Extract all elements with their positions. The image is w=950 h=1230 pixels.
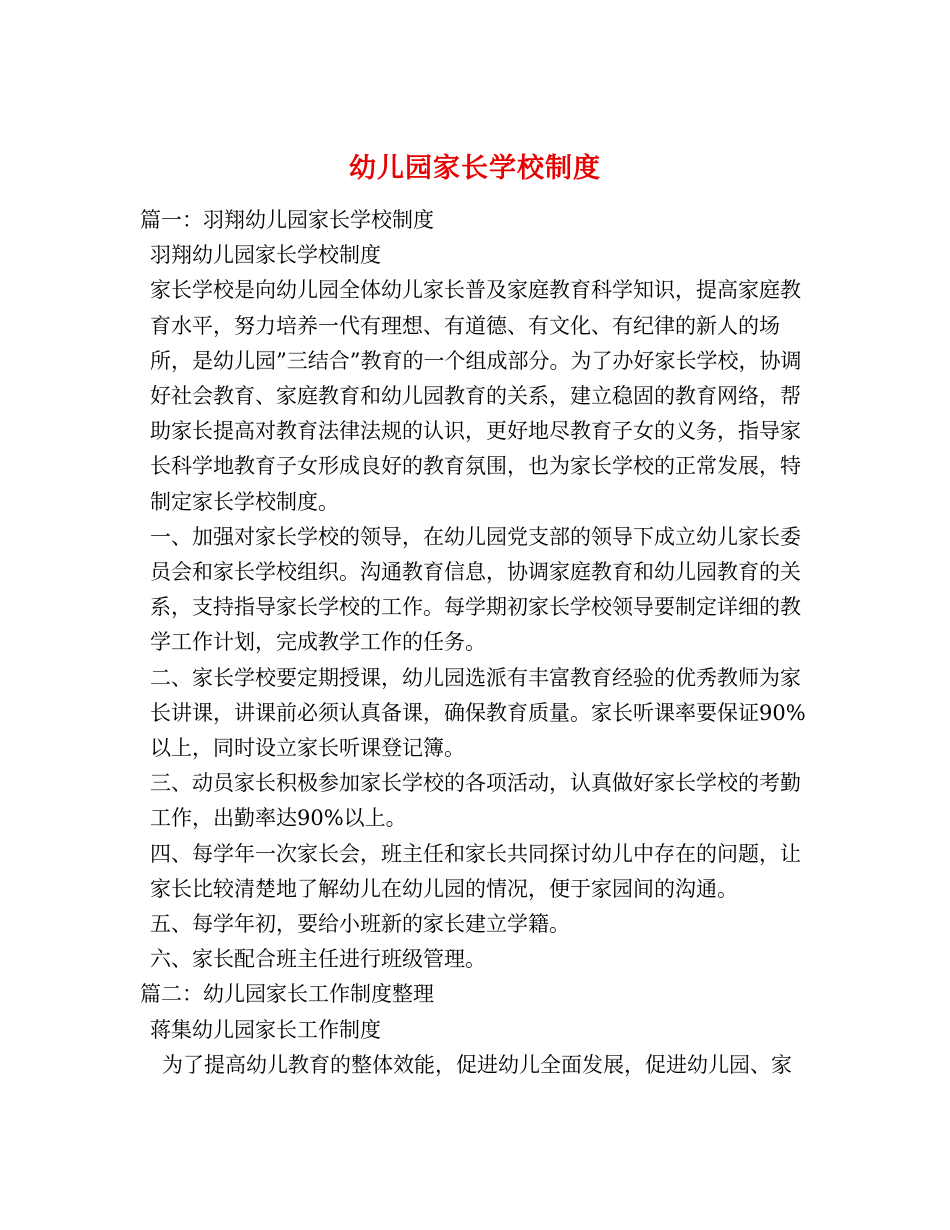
paragraph: 六、家长配合班主任进行班级管理。 bbox=[150, 947, 486, 972]
paragraph: 为了提高幼儿教育的整体效能，促进幼儿全面发展，促进幼儿园、家 bbox=[162, 1052, 792, 1077]
paragraph: 篇二：幼儿园家长工作制度整理 bbox=[140, 982, 434, 1007]
paragraph: 蒋集幼儿园家长工作制度 bbox=[150, 1017, 381, 1042]
paragraph: 二、家长学校要定期授课，幼儿园选派有丰富教育经验的优秀教师为家长讲课，讲课前必须认真备课，确保教育质量。家长听课率要保证90%以上，同时设立家长听课登记簿。 bbox=[150, 665, 806, 761]
document-body bbox=[140, 203, 820, 1083]
paragraph: 篇一：羽翔幼儿园家长学校制度 bbox=[140, 208, 434, 232]
paragraph: 羽翔幼儿园家长学校制度 bbox=[150, 243, 381, 268]
paragraph: 五、每学年初，要给小班新的家长建立学籍。 bbox=[150, 912, 570, 937]
paragraph: 一、加强对家长学校的领导，在幼儿园党支部的领导下成立幼儿家长委员会和家长学校组织。沟通教育信息，协调家庭教育和幼儿园教育的关系，支持指导家长学校的工作。每学期初家长学校领导要制定详细的教学工作计划，完成教学工作的任务。 bbox=[150, 524, 801, 655]
paragraph: 家长学校是向幼儿园全体幼儿家长普及家庭教育科学知识，提高家庭教育水平，努力培养一代有理想、有道德、有文化、有纪律的新人的场所，是幼儿园”三结合”教育的一个组成部分。为了办好家长学校，协调好社会教育、家庭教育和幼儿园教育的关系，建立稳固的教育网络，帮助家长提高对教育法律法规的认识，更好地尽教育子女的义务，指导家长科学地教育子女形成良好的教育氛围，也为家长学校的正常发展，特制定家长学校制度。 bbox=[150, 278, 802, 514]
paragraph: 四、每学年一次家长会，班主任和家长共同探讨幼儿中存在的问题，让家长比较清楚地了解幼儿在幼儿园的情况，便于家园间的沟通。 bbox=[150, 841, 801, 901]
paragraph: 三、动员家长积极参加家长学校的各项活动，认真做好家长学校的考勤工作，出勤率达90%以上。 bbox=[150, 771, 801, 831]
document-title: 幼儿园家长学校制度 bbox=[349, 153, 601, 185]
